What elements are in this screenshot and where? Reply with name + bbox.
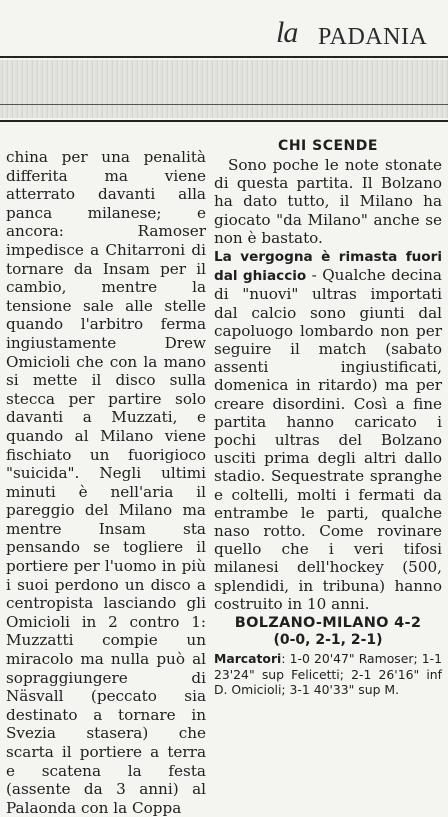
section-heading: CHI SCENDE <box>278 138 378 154</box>
intro-paragraph: Sono poche le note stonate di questa partita. Il Bolzano ha dato tutto, il Milano ha giocato "da Milano" anche se non è bastato. <box>214 156 442 247</box>
section-rule <box>0 120 448 122</box>
photo-band <box>0 60 448 118</box>
scorers-text: : 1-0 20'47" Ramoser; 1-1 23'24" sup Felicetti; 2-1 26'16" inf D. Omicioli; 3-1 40'33" sup M. <box>214 651 442 698</box>
scorers-label: Marcatori <box>214 651 282 667</box>
left-column-text: china per una penalità differita ma viene atterrato davanti alla panca milanese; e ancora: Ramoser impedisce a Chitarroni di tornare da Insam per il cambio, mentre la tensione sale alle stelle quando l'arbitro ferma ingiustamente Drew Omicioli che con la mano si mette il disco sulla stecca per partire solo davanti a Muzzati, e quando al Milano viene fischiato un fuorigioco "suicida". Negli ultimi minuti è nell'aria il pareggio del Milano ma mentre Insam sta pensando se togliere il portiere per l'uomo in più i suoi perdono un disco a centropista lasciando gli Omicioli in 2 contro 1: Muzzatti compie un miracolo ma nulla può al sopraggiungere di Näsvall (peccato sia destinato a tornare in Svezia stasera) che scarta il portiere a terra e scatena la festa (assente da 3 anni) al Palaonda con la Coppa <box>6 148 206 817</box>
lead-bold: La vergogna è rimasta fuori dal ghiaccio <box>214 249 442 285</box>
match-result: BOLZANO-MILANO 4-2 <box>234 615 422 632</box>
band-rule <box>0 104 448 105</box>
masthead-la: la <box>276 16 298 49</box>
scorers <box>214 651 442 698</box>
lead-paragraph <box>214 247 442 613</box>
period-scores: (0-0, 2-1, 2-1) <box>273 632 383 649</box>
masthead <box>270 6 444 50</box>
top-rule <box>0 56 448 58</box>
lead-text: - Qualche decina di "nuovi" ultras importati dal calcio sono giunti dal capoluogo lombardo non per seguire il match (sabato assenti ingiustificati, domenica in ritardo) ma per creare disordini. Così a fine partita hanno caricato i pochi ultras del Bolzano usciti prima degli altri dallo stadio. Sequestrate spranghe e coltelli, molti i fermati da entrambe le parti, qualche naso rotto. Come rovinare quello che i veri tifosi milanesi dell'hockey (500, splendidi, in tribuna) hanno costruito in 10 anni. <box>214 266 442 613</box>
right-column <box>214 138 442 698</box>
left-column <box>6 148 206 817</box>
masthead-padania: PADANIA <box>318 24 428 50</box>
